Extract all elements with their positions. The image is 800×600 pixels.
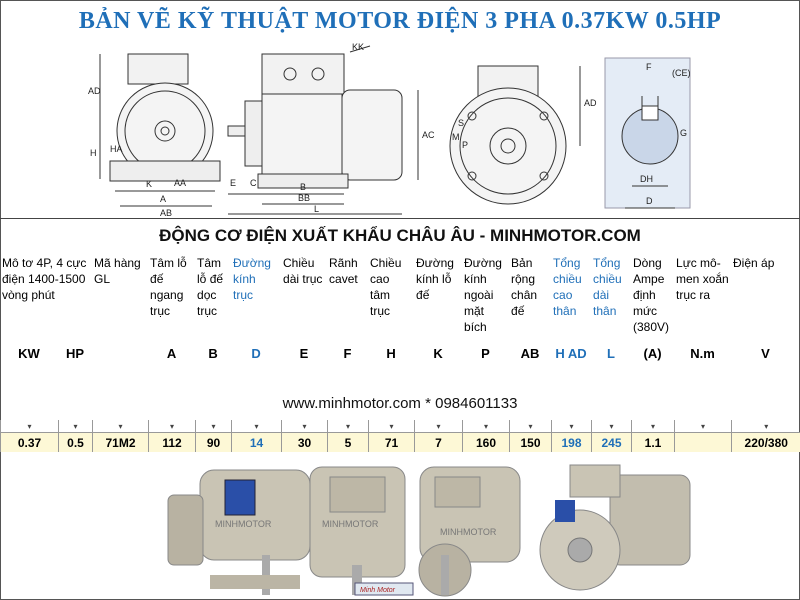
dim-c: C <box>250 178 257 188</box>
dim-b: B <box>300 182 307 192</box>
value-a: 112 <box>149 433 196 453</box>
value-hp: 0.5 <box>59 433 93 453</box>
header-k: Đường kính lỗ đế <box>416 256 454 302</box>
value-ab: 150 <box>510 433 552 453</box>
unit-hp: HP <box>65 346 85 361</box>
dim-ha: HA <box>110 144 123 154</box>
filter-dropdown[interactable]: ▾ <box>632 420 675 433</box>
unit-l: L <box>607 346 615 361</box>
brand-badge: Minh Motor <box>360 587 396 594</box>
section-subtitle: ĐỘNG CƠ ĐIỆN XUẤT KHẨU CHÂU ÂU - MINHMOTOR.COM <box>159 226 641 245</box>
header-row <box>0 253 800 337</box>
header-torque: Lực mô-men xoắn trục ra <box>676 256 729 302</box>
filter-dropdown[interactable]: ▾ <box>328 420 369 433</box>
dim-f: F <box>646 62 652 72</box>
dim-bb: BB <box>298 193 311 203</box>
header-b: Tâm lỗ đế dọc trục <box>197 256 224 318</box>
filter-dropdown[interactable]: ▾ <box>196 420 232 433</box>
header-d: Đường kính trục <box>233 256 271 302</box>
front-view <box>100 54 220 206</box>
value-k: 7 <box>415 433 463 453</box>
value-l: 245 <box>592 433 632 453</box>
dim-ad: AD <box>88 86 101 96</box>
header-a: Tâm lỗ đế ngang trục <box>150 256 187 318</box>
dim-a: A <box>160 194 167 204</box>
unit-a: A <box>166 346 177 361</box>
unit-e: E <box>299 346 309 361</box>
dim-kk: KK <box>352 42 365 52</box>
header-had: Tổng chiều cao thân <box>553 256 582 318</box>
value-kw: 0.37 <box>1 433 59 453</box>
dim-aa: AA <box>174 178 187 188</box>
filter-dropdown[interactable]: ▾ <box>232 420 282 433</box>
value-b: 90 <box>196 433 232 453</box>
value-e: 30 <box>282 433 328 453</box>
dim-p: P <box>462 140 469 150</box>
unit-d: D <box>251 346 261 361</box>
value-p: 160 <box>463 433 510 453</box>
value-ampe: 1.1 <box>632 433 675 453</box>
filter-dropdown[interactable]: ▾ <box>369 420 415 433</box>
dim-ab: AB <box>160 208 173 216</box>
value-had: 198 <box>552 433 592 453</box>
value-d: 14 <box>232 433 282 453</box>
filter-dropdown[interactable]: ▾ <box>732 420 800 433</box>
filter-dropdown[interactable]: ▾ <box>93 420 149 433</box>
header-l: Tổng chiều dài thân <box>593 256 622 318</box>
dim-g: G <box>680 128 688 138</box>
filter-dropdown[interactable]: ▾ <box>59 420 93 433</box>
unit-ampe: (A) <box>643 346 662 361</box>
value-h: 71 <box>369 433 415 453</box>
dim-ad-flange: AD <box>584 98 597 108</box>
technical-drawing <box>0 36 800 216</box>
filter-dropdown[interactable]: ▾ <box>675 420 732 433</box>
flange-view <box>450 66 580 204</box>
motor-photo <box>419 467 520 596</box>
header-p: Đường kính ngoài mặt bích <box>464 256 502 334</box>
unit-p: P <box>481 346 490 361</box>
unit-f: F <box>343 346 352 361</box>
dim-m: M <box>452 132 460 142</box>
divider <box>0 218 800 219</box>
header-f: Rãnh cavet <box>329 256 358 286</box>
units-row <box>0 337 800 371</box>
unit-torque: N.m <box>690 346 715 361</box>
dim-k: K <box>146 179 153 189</box>
filter-row <box>1 420 800 433</box>
unit-code <box>92 337 148 371</box>
value-torque <box>675 433 732 453</box>
shaft-detail <box>605 58 690 208</box>
header-ampe: Dòng Ampe định mức (380V) <box>633 256 670 334</box>
unit-k: K <box>433 346 443 361</box>
header-voltage: Điện áp <box>733 256 775 270</box>
dim-e: E <box>230 178 237 188</box>
data-table <box>0 420 800 452</box>
value-voltage: 220/380 <box>732 433 800 453</box>
photo-watermark: MINHMOTOR <box>322 519 379 529</box>
unit-h: H <box>386 346 396 361</box>
header-e: Chiều dài trục <box>283 256 323 286</box>
motor-photo <box>540 465 690 590</box>
header-ab: Bản rộng chân đế <box>511 256 538 318</box>
filter-dropdown[interactable]: ▾ <box>415 420 463 433</box>
value-row <box>1 433 800 453</box>
website-phone: www.minhmotor.com * 0984601133 <box>282 395 518 412</box>
dim-d: D <box>646 196 653 206</box>
filter-dropdown[interactable]: ▾ <box>510 420 552 433</box>
header-motor: Mô tơ 4P, 4 cực điện 1400-1500 vòng phút <box>2 256 87 302</box>
filter-dropdown-active[interactable]: ▾ <box>1 420 59 433</box>
header-h: Chiều cao tâm trục <box>370 256 402 318</box>
value-f: 5 <box>328 433 369 453</box>
filter-dropdown[interactable]: ▾ <box>463 420 510 433</box>
motor-photos <box>0 455 800 600</box>
photo-watermark: MINHMOTOR <box>215 519 272 529</box>
motor-photo <box>310 467 413 595</box>
filter-dropdown[interactable]: ▾ <box>552 420 592 433</box>
dim-dh: DH <box>640 174 653 184</box>
unit-b: B <box>208 346 218 361</box>
side-view <box>228 46 418 214</box>
unit-voltage: V <box>761 346 770 361</box>
unit-kw: KW <box>18 346 40 361</box>
header-code: Mã hàng GL <box>94 256 141 286</box>
value-code: 71M2 <box>93 433 149 453</box>
unit-ab: AB <box>520 346 540 361</box>
filter-dropdown[interactable]: ▾ <box>149 420 196 433</box>
dim-l: L <box>314 204 320 214</box>
spec-header-table <box>0 253 800 371</box>
unit-had: H AD <box>555 346 587 361</box>
motor-photo <box>168 470 310 595</box>
filter-dropdown[interactable]: ▾ <box>592 420 632 433</box>
dim-ce: (CE) <box>672 68 691 78</box>
page-title: BẢN VẼ KỸ THUẬT MOTOR ĐIỆN 3 PHA 0.37KW 0.5HP <box>78 8 722 34</box>
dim-h: H <box>90 148 97 158</box>
filter-dropdown[interactable]: ▾ <box>282 420 328 433</box>
dim-s: S <box>458 118 465 128</box>
photo-watermark: MINHMOTOR <box>440 527 497 537</box>
dim-ac: AC <box>422 130 435 140</box>
